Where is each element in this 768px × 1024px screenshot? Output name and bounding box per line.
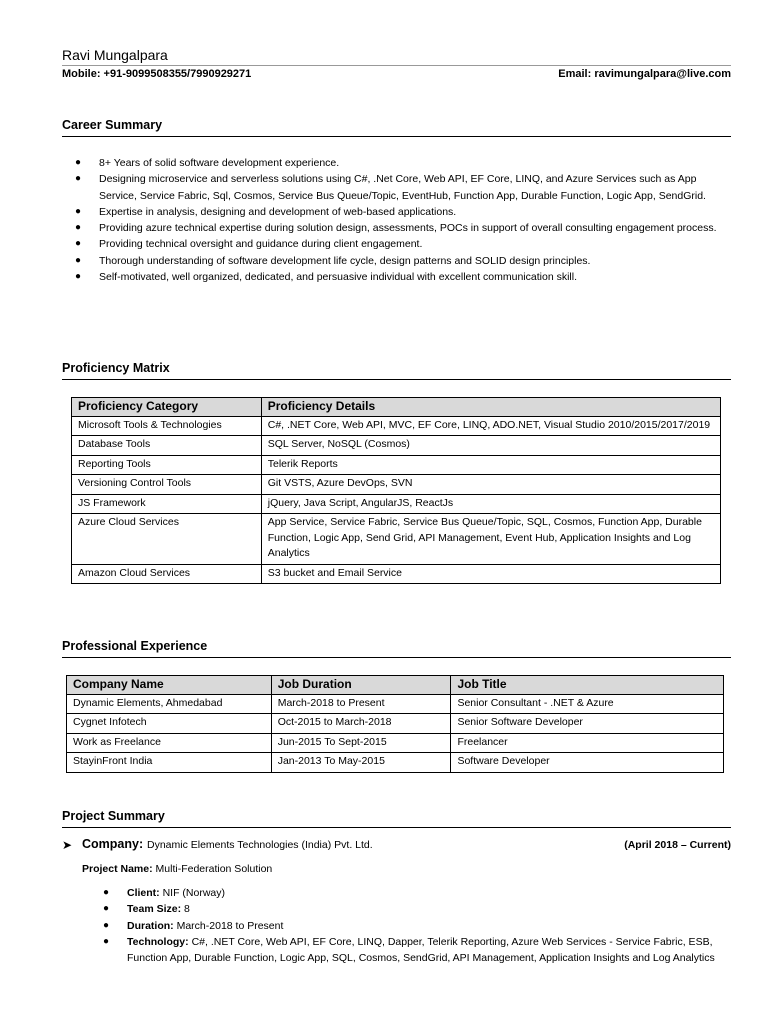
career-summary-list — [75, 155, 734, 285]
column-header: Company Name — [67, 676, 272, 695]
arrow-bullet-icon: ➤ — [62, 838, 73, 852]
list-item: ● Providing azure technical expertise during solution design, assessments, POCs in support of overall consulting engagement process. — [75, 220, 734, 236]
table-cell: Jan-2013 To May-2015 — [271, 753, 451, 773]
table-cell: Jun-2015 To Sept-2015 — [271, 733, 451, 753]
project-details-list — [103, 885, 738, 966]
column-header: Job Title — [451, 676, 724, 695]
list-item: ● Designing microservice and serverless solutions using C#, .Net Core, Web API, EF Core, LINQ, and Azure Services such as App Service, Service Fabric, Sql, Cosmos, Service Bus Queue/Topic, EventHub, Function App, Durable Function, Logic App, SendGrid. — [75, 173, 706, 202]
table-cell: Dynamic Elements, Ahmedabad — [67, 694, 272, 714]
list-item: ● Duration: March-2018 to Present — [103, 918, 738, 934]
contact-line — [62, 68, 731, 80]
bullet-icon: ● — [75, 222, 82, 234]
table-row — [67, 714, 724, 734]
experience-divider — [62, 657, 731, 658]
table-header-row — [72, 398, 721, 417]
bullet-icon: ● — [75, 205, 82, 217]
table-cell: SQL Server, NoSQL (Cosmos) — [261, 436, 720, 456]
table-row — [67, 733, 724, 753]
table-cell: Cygnet Infotech — [67, 714, 272, 734]
table-cell: Azure Cloud Services — [72, 514, 262, 565]
table-cell: JS Framework — [72, 494, 262, 514]
table-row — [72, 416, 721, 436]
bullet-icon: ● — [75, 238, 82, 250]
list-item: ● Providing technical oversight and guidance during client engagement. — [75, 236, 734, 252]
table-cell: Freelancer — [451, 733, 724, 753]
column-header: Job Duration — [271, 676, 451, 695]
list-item: ● Team Size: 8 — [103, 901, 738, 917]
table-cell: Senior Software Developer — [451, 714, 724, 734]
table-cell: Database Tools — [72, 436, 262, 456]
bullet-icon: ● — [75, 271, 82, 283]
table-cell: App Service, Service Fabric, Service Bus Queue/Topic, SQL, Cosmos, Function App, Durable Function, Logic App, Send Grid, API Management, Event Hub, Application Insights and Log Analytics — [261, 514, 720, 565]
bullet-icon: ● — [103, 903, 110, 915]
table-cell: StayinFront India — [67, 753, 272, 773]
table-row — [72, 564, 721, 584]
project-summary-divider — [62, 827, 731, 828]
bullet-icon: ● — [103, 935, 110, 947]
proficiency-table — [71, 397, 721, 584]
table-cell: Versioning Control Tools — [72, 475, 262, 495]
bullet-icon: ● — [103, 919, 110, 931]
career-summary-divider — [62, 136, 731, 137]
list-item: ● 8+ Years of solid software development experience. — [75, 155, 734, 171]
table-header-row — [67, 676, 724, 695]
column-header: Proficiency Category — [72, 398, 262, 417]
experience-heading: Professional Experience — [62, 639, 208, 653]
table-cell: Senior Consultant - .NET & Azure — [451, 694, 724, 714]
table-cell: C#, .NET Core, Web API, MVC, EF Core, LINQ, ADO.NET, Visual Studio 2010/2015/2017/2019 — [261, 416, 720, 436]
project-name-line — [82, 863, 272, 875]
table-cell: Amazon Cloud Services — [72, 564, 262, 584]
table-row — [72, 475, 721, 495]
table-row — [67, 694, 724, 714]
table-cell: Microsoft Tools & Technologies — [72, 416, 262, 436]
career-summary-heading: Career Summary — [62, 118, 163, 132]
experience-table — [66, 675, 724, 773]
email-address: Email: ravimungalpara@live.com — [558, 68, 731, 80]
list-item: ● Technology: C#, .NET Core, Web API, EF Core, LINQ, Dapper, Telerik Reporting, Azure Web Services - Service Fabric, ESB, Function App, Durable Function, Logic App, SQL, Cosmos, SendGrid, API Management, Application Insights and Log Analytics — [103, 935, 715, 965]
table-cell: March-2018 to Present — [271, 694, 451, 714]
table-row — [72, 436, 721, 456]
bullet-icon: ● — [103, 887, 110, 898]
table-cell: Git VSTS, Azure DevOps, SVN — [261, 475, 720, 495]
header-divider — [62, 65, 731, 66]
table-row — [72, 494, 721, 514]
mobile-number: Mobile: +91-9099508355/7990929271 — [62, 68, 252, 80]
bullet-icon: ● — [75, 157, 82, 168]
project-name-value: Multi-Federation Solution — [155, 863, 273, 875]
bullet-icon: ● — [75, 254, 82, 266]
table-cell: Reporting Tools — [72, 455, 262, 475]
table-cell: Telerik Reports — [261, 455, 720, 475]
company-name: Dynamic Elements Technologies (India) Pvt. Ltd. — [147, 839, 373, 851]
table-row — [67, 753, 724, 773]
table-cell: jQuery, Java Script, AngularJS, ReactJs — [261, 494, 720, 514]
table-cell: Work as Freelance — [67, 733, 272, 753]
company-period: (April 2018 – Current) — [624, 839, 731, 851]
bullet-icon: ● — [75, 173, 82, 185]
table-row — [72, 455, 721, 475]
proficiency-heading: Proficiency Matrix — [62, 361, 170, 375]
project-summary-heading: Project Summary — [62, 809, 165, 823]
list-item: ● Thorough understanding of software development life cycle, design patterns and SOLID design principles. — [75, 253, 734, 269]
list-item: ● Expertise in analysis, designing and development of web-based applications. — [75, 204, 734, 220]
table-cell: Software Developer — [451, 753, 724, 773]
list-item: ● Client: NIF (Norway) — [103, 885, 738, 901]
table-cell: S3 bucket and Email Service — [261, 564, 720, 584]
proficiency-divider — [62, 379, 731, 380]
company-label: Company: — [82, 837, 144, 851]
column-header: Proficiency Details — [261, 398, 720, 417]
table-cell: Oct-2015 to March-2018 — [271, 714, 451, 734]
project-name-label: Project Name: — [82, 863, 153, 875]
table-row — [72, 514, 721, 565]
list-item: ● Self-motivated, well organized, dedicated, and persuasive individual with excellent communication skill. — [75, 269, 734, 285]
candidate-name: Ravi Mungalpara — [62, 47, 168, 63]
